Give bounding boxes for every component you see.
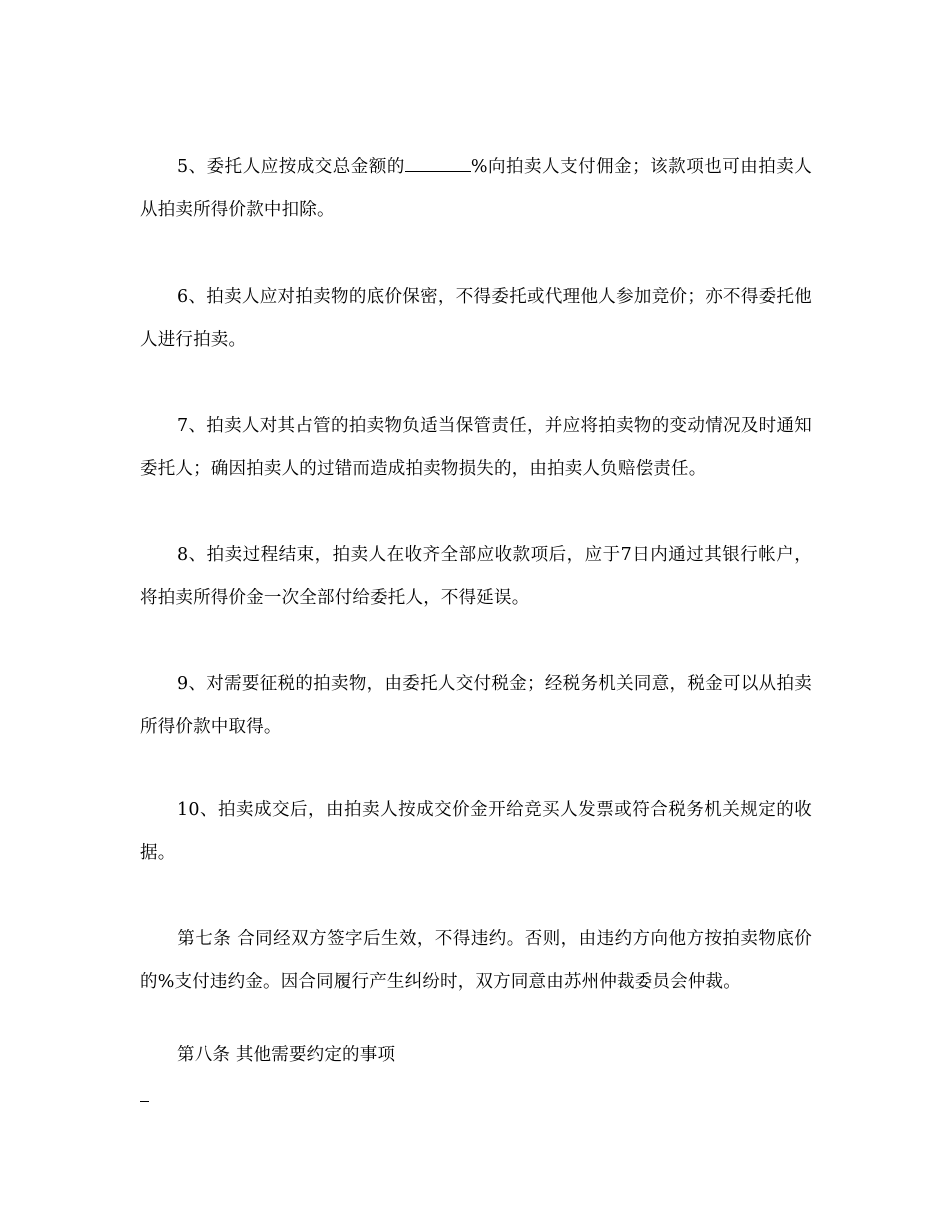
clause-10 — [140, 789, 812, 875]
underline-mark — [140, 1101, 149, 1102]
clause-6 — [140, 276, 812, 362]
clause-7-text: 7、拍卖人对其占管的拍卖物负适当保管责任，并应将拍卖物的变动情况及时通知委托人；确因拍卖人的过错而造成拍卖物损失的，由拍卖人负赔偿责任。 — [140, 416, 812, 479]
article-8 — [140, 1034, 812, 1077]
clause-7 — [140, 405, 812, 491]
clause-9 — [140, 663, 812, 749]
clause-8-text: 8、拍卖过程结束，拍卖人在收齐全部应收款项后，应于7日内通过其银行帐户，将拍卖所得价金一次全部付给委托人，不得延误。 — [140, 545, 812, 608]
article-7 — [140, 918, 812, 1004]
clause-5-text-after: %向拍卖人支付佣金；该款项也可由拍卖人从拍卖所得价款中扣除。 — [140, 157, 812, 220]
clause-6-text: 6、拍卖人应对拍卖物的底价保密，不得委托或代理他人参加竞价；亦不得委托他人进行拍卖。 — [140, 287, 812, 350]
article-8-text: 第八条 其他需要约定的事项 — [177, 1045, 396, 1065]
commission-rate-blank — [405, 157, 471, 172]
clause-8 — [140, 534, 812, 620]
clause-5 — [140, 146, 812, 232]
clause-5-text-before: 5、委托人应按成交总金额的 — [177, 157, 405, 177]
clause-9-text: 9、对需要征税的拍卖物，由委托人交付税金；经税务机关同意，税金可以从拍卖所得价款中取得。 — [140, 674, 812, 737]
article-7-text: 第七条 合同经双方签字后生效，不得违约。否则，由违约方向他方按拍卖物底价的%支付违约金。因合同履行产生纠纷时，双方同意由苏州仲裁委员会仲裁。 — [140, 929, 812, 992]
clause-10-text: 10、拍卖成交后，由拍卖人按成交价金开给竞买人发票或符合税务机关规定的收据。 — [140, 800, 812, 863]
